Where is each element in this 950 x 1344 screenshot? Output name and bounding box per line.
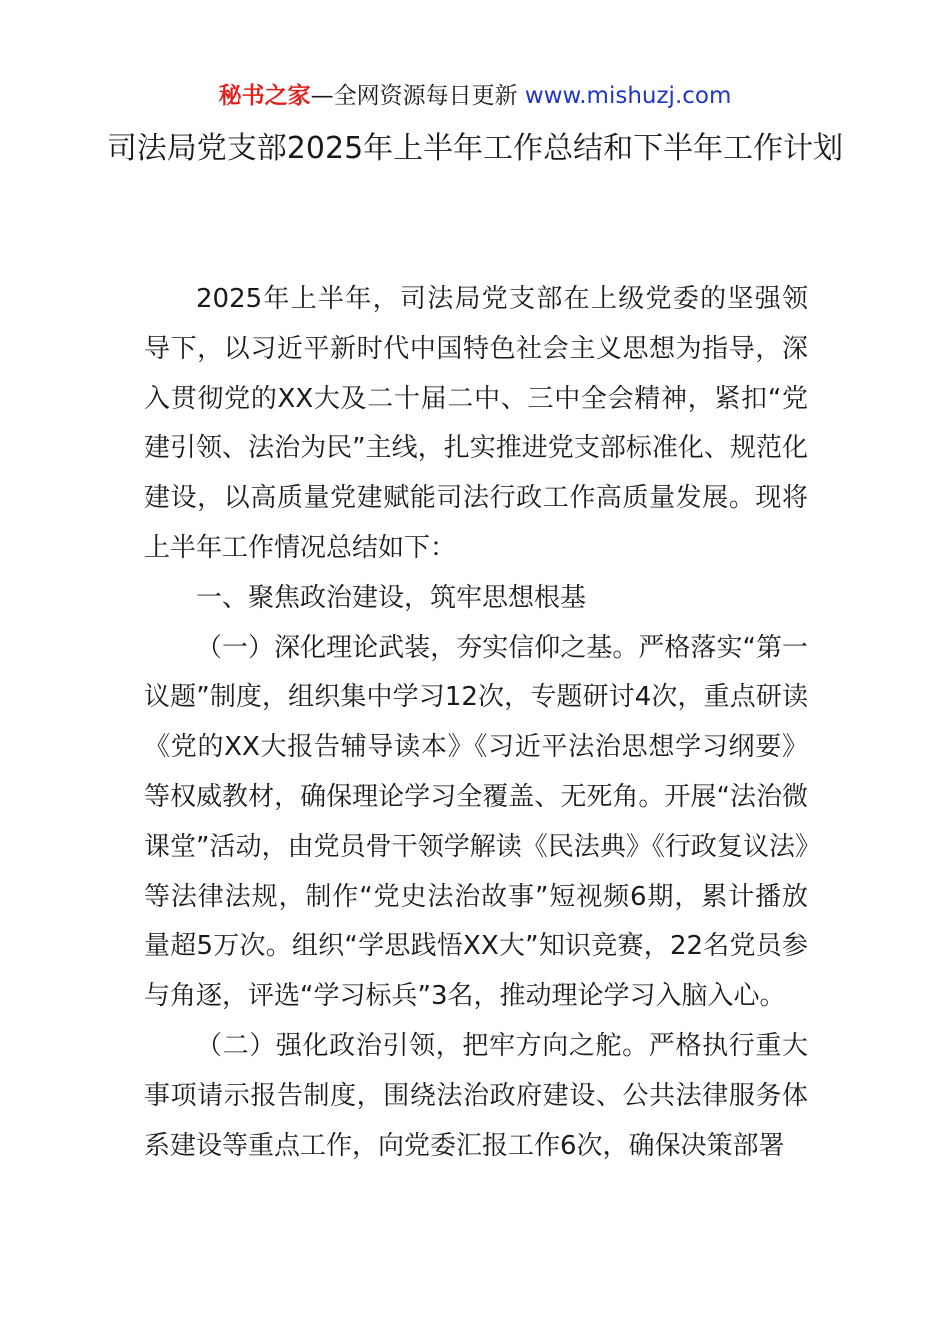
site-url[interactable]: www.mishuzj.com [524,83,732,109]
brand-name: 秘书之家 [218,83,311,109]
subsection-paragraph-1: （一）深化理论武装，夯实信仰之基。严格落实“第一议题”制度，组织集中学习12次，专题研讨4次，重点研读《党的XX大报告辅导读本》《习近平法治思想学习纲要》等权威教材，确保理论学习全覆盖、无死角。开展“法治微课堂”活动，由党员骨干领学解读《民法典》《行政复议法》等法律法规，制作“党史法治故事”短视频6期，累计播放量超5万次。组织“学思践悟XX大”知识竞赛，22名党员参与角逐，评选“学习标兵”3名，推动理论学习入脑入心。 [144,632,808,1012]
section-heading-1: 一、聚焦政治建设，筑牢思想根基 [196,582,587,613]
intro-paragraph: 2025年上半年，司法局党支部在上级党委的坚强领导下，以习近平新时代中国特色社会主义思想为指导，深入贯彻党的XX大及二十届二中、三中全会精神，紧扣“党建引领、法治为民”主线，扎实推进党支部标准化、规范化建设，以高质量党建赋能司法行政工作高质量发展。现将上半年工作情况总结如下： [144,284,808,563]
brand-tagline: —全网资源每日更新 [310,83,518,109]
document-title: 司法局党支部2025年上半年工作总结和下半年工作计划 [106,131,844,166]
site-banner [0,80,950,112]
document-body [144,275,808,1171]
subsection-paragraph-2: （二）强化政治引领，把牢方向之舵。严格执行重大事项请示报告制度，围绕法治政府建设、公共法律服务体系建设等重点工作，向党委汇报工作6次，确保决策部署 [144,1030,808,1161]
